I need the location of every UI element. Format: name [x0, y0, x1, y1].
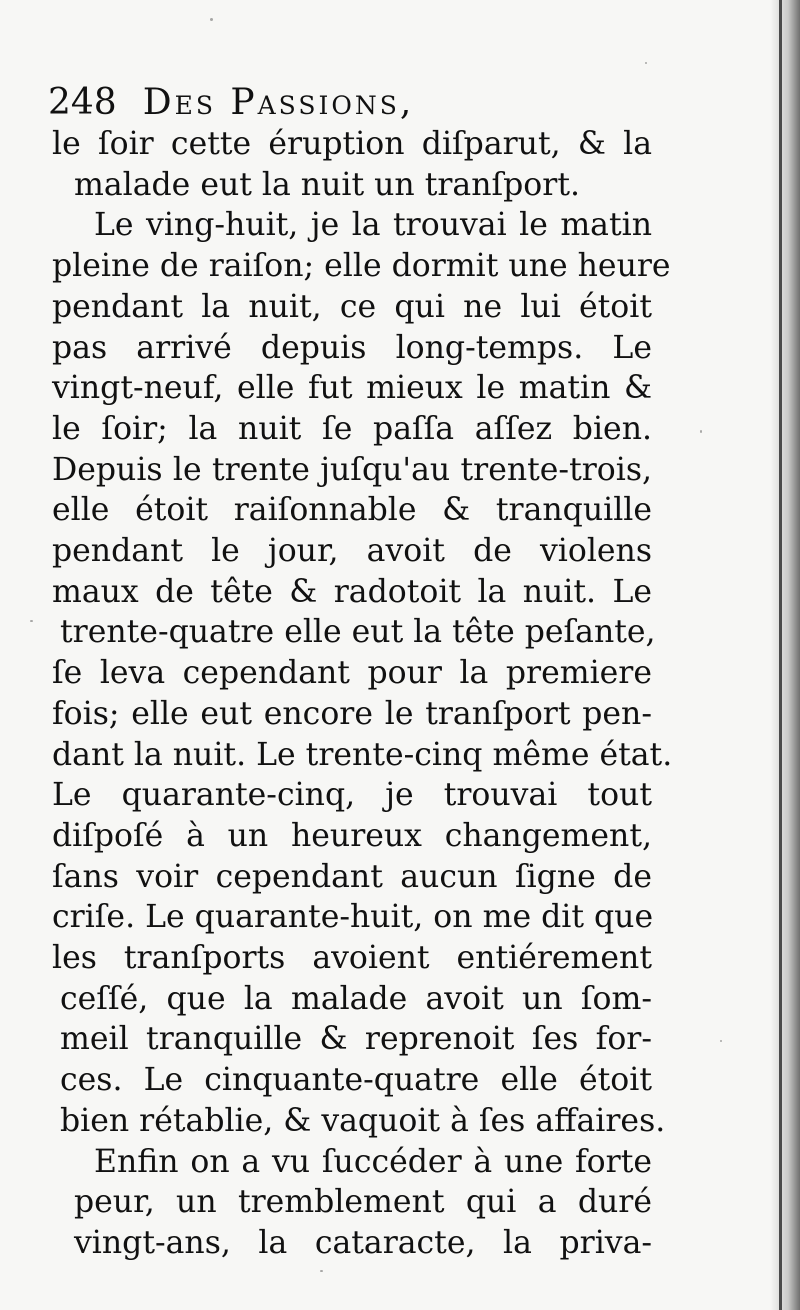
text-line: dant la nuit. Le trente-cinq même état.	[52, 736, 673, 773]
text-line: maux de tête & radotoit la nuit. Le	[52, 573, 652, 610]
text-line: fois; elle eut encore le tranſport pen-	[52, 695, 652, 732]
text-line: ſe leva cependant pour la premiere	[52, 655, 652, 692]
text-line: ceſſé, que la malade avoit un ſom-	[60, 980, 652, 1017]
text-line: les tranſports avoient entiérement	[52, 940, 652, 977]
text-line: peur, un tremblement qui a duré	[74, 1184, 652, 1221]
text-line: vingt-ans, la cataracte, la priva-	[74, 1224, 652, 1261]
text-line: ſans voir cependant aucun ſigne de	[52, 858, 652, 895]
text-line: elle étoit raiſonnable & tranquille	[52, 492, 652, 529]
text-line: bien rétablie, & vaquoit à ſes affaires.	[60, 1102, 666, 1139]
paper-speck	[320, 1270, 323, 1272]
text-line: le ſoir; la nuit ſe paſſa aſſez bien.	[52, 410, 652, 447]
text-line: meil tranquille & reprenoit ſes for-	[60, 1021, 652, 1058]
text-line: pleine de raiſon; elle dormit une heure	[52, 248, 671, 285]
text-line: trente-quatre elle eut la tête peſante,	[60, 614, 656, 651]
page-edge-line	[779, 0, 782, 1310]
paper-speck	[210, 18, 213, 21]
paper-speck	[30, 620, 33, 622]
text-line: Le ving-huit, je la trouvai le matin	[94, 207, 652, 244]
text-line: Depuis le trente juſqu'au trente-trois,	[52, 451, 652, 488]
page-header	[48, 82, 414, 123]
paper-speck	[645, 62, 647, 64]
text-line: pendant la nuit, ce qui ne lui étoit	[52, 288, 652, 325]
body-text	[52, 124, 673, 1264]
text-line: le ſoir cette éruption diſparut, & la	[52, 126, 652, 162]
text-line: criſe. Le quarante-huit, on me dit que	[52, 899, 654, 936]
text-line: ces. Le cinquante-quatre elle étoit	[60, 1062, 652, 1099]
page-edge-shadow	[770, 0, 800, 1310]
text-line: pendant le jour, avoit de violens	[52, 533, 652, 570]
text-line: Le quarante-cinq, je trouvai tout	[52, 777, 652, 814]
paper-speck	[700, 430, 702, 433]
text-line: malade eut la nuit un tranſport.	[74, 166, 580, 203]
text-line: diſpoſé à un heureux changement,	[52, 817, 652, 854]
paper-speck	[720, 1040, 722, 1042]
text-line: Enfin on a vu ſuccéder à une forte	[94, 1143, 652, 1180]
page-number: 248	[48, 82, 117, 123]
running-title: Des Passions,	[142, 82, 415, 123]
text-line: vingt-neuf, elle fut mieux le matin &	[52, 370, 652, 407]
text-line: pas arrivé depuis long-temps. Le	[52, 329, 652, 366]
